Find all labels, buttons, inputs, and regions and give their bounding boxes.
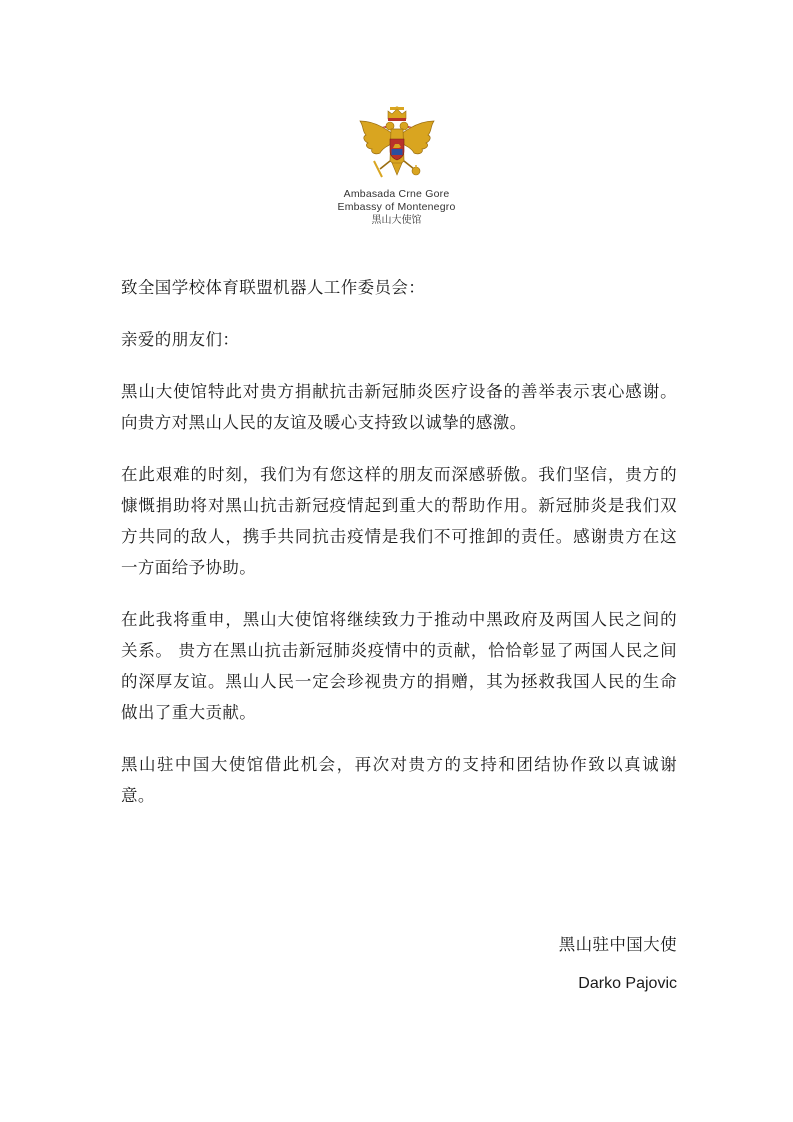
letter-paragraph: 在此我将重申，黑山大使馆将继续致力于推动中黑政府及两国人民之间的关系。 贵方在黑山抗击新冠肺炎疫情中的贡献，恰恰彰显了两国人民之间的深厚友谊。黑山人民一定会珍视贵方的捐赠，其为拯救我国人民的生命做出了重大贡献。 bbox=[121, 610, 677, 722]
embassy-name-chinese: 黑山大使馆 bbox=[371, 215, 422, 226]
embassy-name-local: Ambasada Crne Gore bbox=[343, 188, 450, 200]
letter-body bbox=[121, 272, 677, 832]
embassy-name-english: Embassy of Montenegro bbox=[337, 201, 456, 213]
signature-name: Darko Pajovic bbox=[578, 975, 677, 992]
signature-title: 黑山驻中国大使 bbox=[558, 935, 677, 954]
letter-paragraph: 在此艰难的时刻，我们为有您这样的朋友而深感骄傲。我们坚信，贵方的慷慨捐助将对黑山抗击新冠疫情起到重大的帮助作用。新冠肺炎是我们双方共同的敌人，携手共同抗击疫情是我们不可推卸的责任。感谢贵方在这一方面给予协助。 bbox=[121, 465, 677, 577]
letter-paragraph: 黑山驻中国大使馆借此机会，再次对贵方的支持和团结协作致以真诚谢意。 bbox=[121, 755, 677, 805]
letter-recipient: 致全国学校体育联盟机器人工作委员会： bbox=[121, 278, 426, 297]
letter-paragraph: 黑山大使馆特此对贵方捐献抗击新冠肺炎医疗设备的善举表示衷心感谢。向贵方对黑山人民的友谊及暖心支持致以诚挚的感激。 bbox=[121, 382, 677, 432]
letterhead bbox=[0, 105, 793, 227]
montenegro-coat-of-arms-icon bbox=[354, 105, 440, 185]
letter-greeting: 亲爱的朋友们： bbox=[121, 330, 240, 349]
